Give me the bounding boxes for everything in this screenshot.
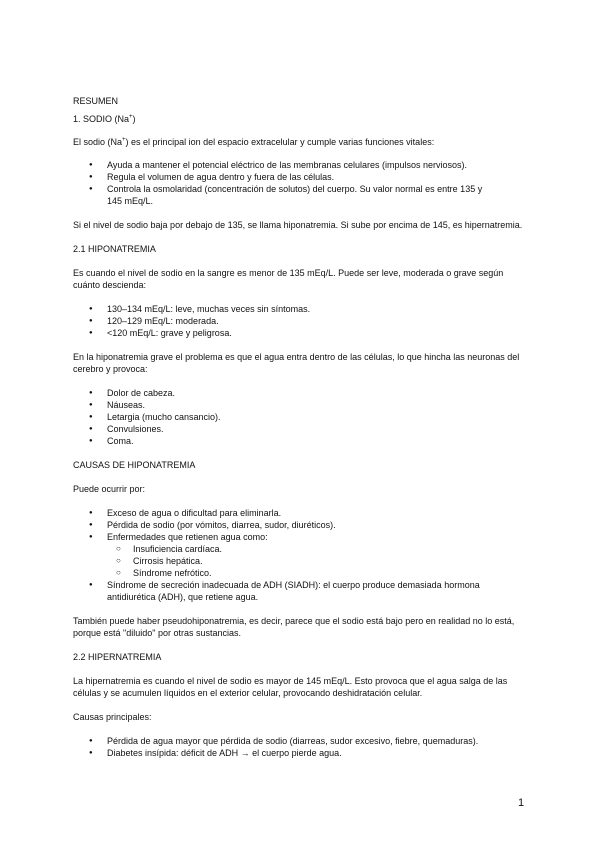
- intro-paragraph: [73, 136, 528, 148]
- list-item: ● Náuseas.: [73, 399, 528, 411]
- list-item: ● 130–134 mEq/L: leve, muchas veces sin síntomas.: [73, 303, 528, 315]
- intro-suffix: ) es el principal ion del espacio extracelular y cumple varias funciones vitales:: [125, 137, 435, 147]
- list-item: ● Diabetes insípida: déficit de ADH → el cuerpo pierde agua.: [73, 747, 528, 759]
- list-item: ● Pérdida de agua mayor que pérdida de sodio (diarreas, sudor excesivo, fiebre, quemaduras).: [73, 735, 528, 747]
- sub-list-item: ○ Insuficiencia cardíaca.: [73, 543, 528, 555]
- causes-list: [73, 507, 528, 603]
- list-item: ● Controla la osmolaridad (concentración de solutos) del cuerpo. Su valor normal es entre 135 y 145 mEq/L.: [73, 183, 487, 207]
- sub-list-item: ○ Cirrosis hepática.: [73, 555, 528, 567]
- list-item: ● Síndrome de secreción inadecuada de ADH (SIADH): el cuerpo produce demasiada hormona antidiurética (ADH), que retiene agua.: [73, 579, 528, 603]
- list-item: ● Pérdida de sodio (por vómitos, diarrea, sudor, diuréticos).: [73, 519, 528, 531]
- hiponatremia-definition: Es cuando el nivel de sodio en la sangre es menor de 135 mEq/L. Puede ser leve, moderada o grave según cuánto descienda:: [73, 268, 504, 290]
- ranges-paragraph: Si el nivel de sodio baja por debajo de 135, se llama hiponatremia. Si sube por encima de 145, es hipernatremia.: [73, 220, 523, 230]
- list-item: ● Convulsiones.: [73, 423, 528, 435]
- intro-prefix: El sodio (Na: [73, 137, 123, 147]
- document-body: [73, 95, 528, 759]
- resumen-heading: RESUMEN: [73, 96, 119, 106]
- section-1-prefix: 1. SODIO (Na: [73, 114, 130, 124]
- functions-list: [73, 159, 528, 207]
- list-item: ● Exceso de agua o dificultad para eliminarla.: [73, 507, 528, 519]
- sub-list-item: ○ Síndrome nefrótico.: [73, 567, 528, 579]
- hipernatremia-definition: La hipernatremia es cuando el nivel de sodio es mayor de 145 mEq/L. Esto provoca que el agua salga de las células y se acumulen líquidos en el exterior celular, provocando deshidratación celular.: [73, 676, 508, 698]
- section-1-sup: +: [129, 114, 133, 120]
- pseudo-paragraph: También puede haber pseudohiponatremia, es decir, parece que el sodio está bajo pero en realidad no lo está, porque está "diluido" por otras sustancias.: [73, 616, 515, 638]
- symptoms-list: [73, 387, 528, 447]
- grave-paragraph: En la hiponatremia grave el problema es que el agua entra dentro de las células, lo que hincha las neuronas del cerebro y provoca:: [73, 352, 520, 374]
- intro-sup: +: [122, 137, 126, 143]
- list-item: ● Ayuda a mantener el potencial eléctrico de las membranas celulares (impulsos nerviosos).: [73, 159, 528, 171]
- list-item: ● Dolor de cabeza.: [73, 387, 528, 399]
- causas-principales: Causas principales:: [73, 712, 152, 722]
- section-21-heading: 2.1 HIPONATREMIA: [73, 244, 156, 254]
- section-22-heading: 2.2 HIPERNATREMIA: [73, 652, 162, 662]
- severity-list: [73, 303, 528, 339]
- hyper-causes-list: [73, 735, 528, 759]
- list-item: ● Letargia (mucho cansancio).: [73, 411, 528, 423]
- causes-heading: CAUSAS DE HIPONATREMIA: [73, 460, 196, 470]
- list-item: ● Enfermedades que retienen agua como:: [73, 531, 528, 543]
- page-number: 1: [518, 797, 525, 809]
- list-item: ● Regula el volumen de agua dentro y fuera de las células.: [73, 171, 528, 183]
- section-1-heading: [73, 113, 528, 125]
- puede-ocurrir: Puede ocurrir por:: [73, 484, 146, 494]
- section-1-suffix: ): [132, 114, 136, 124]
- list-item: ● <120 mEq/L: grave y peligrosa.: [73, 327, 528, 339]
- list-item: ● Coma.: [73, 435, 528, 447]
- list-item: ● 120–129 mEq/L: moderada.: [73, 315, 528, 327]
